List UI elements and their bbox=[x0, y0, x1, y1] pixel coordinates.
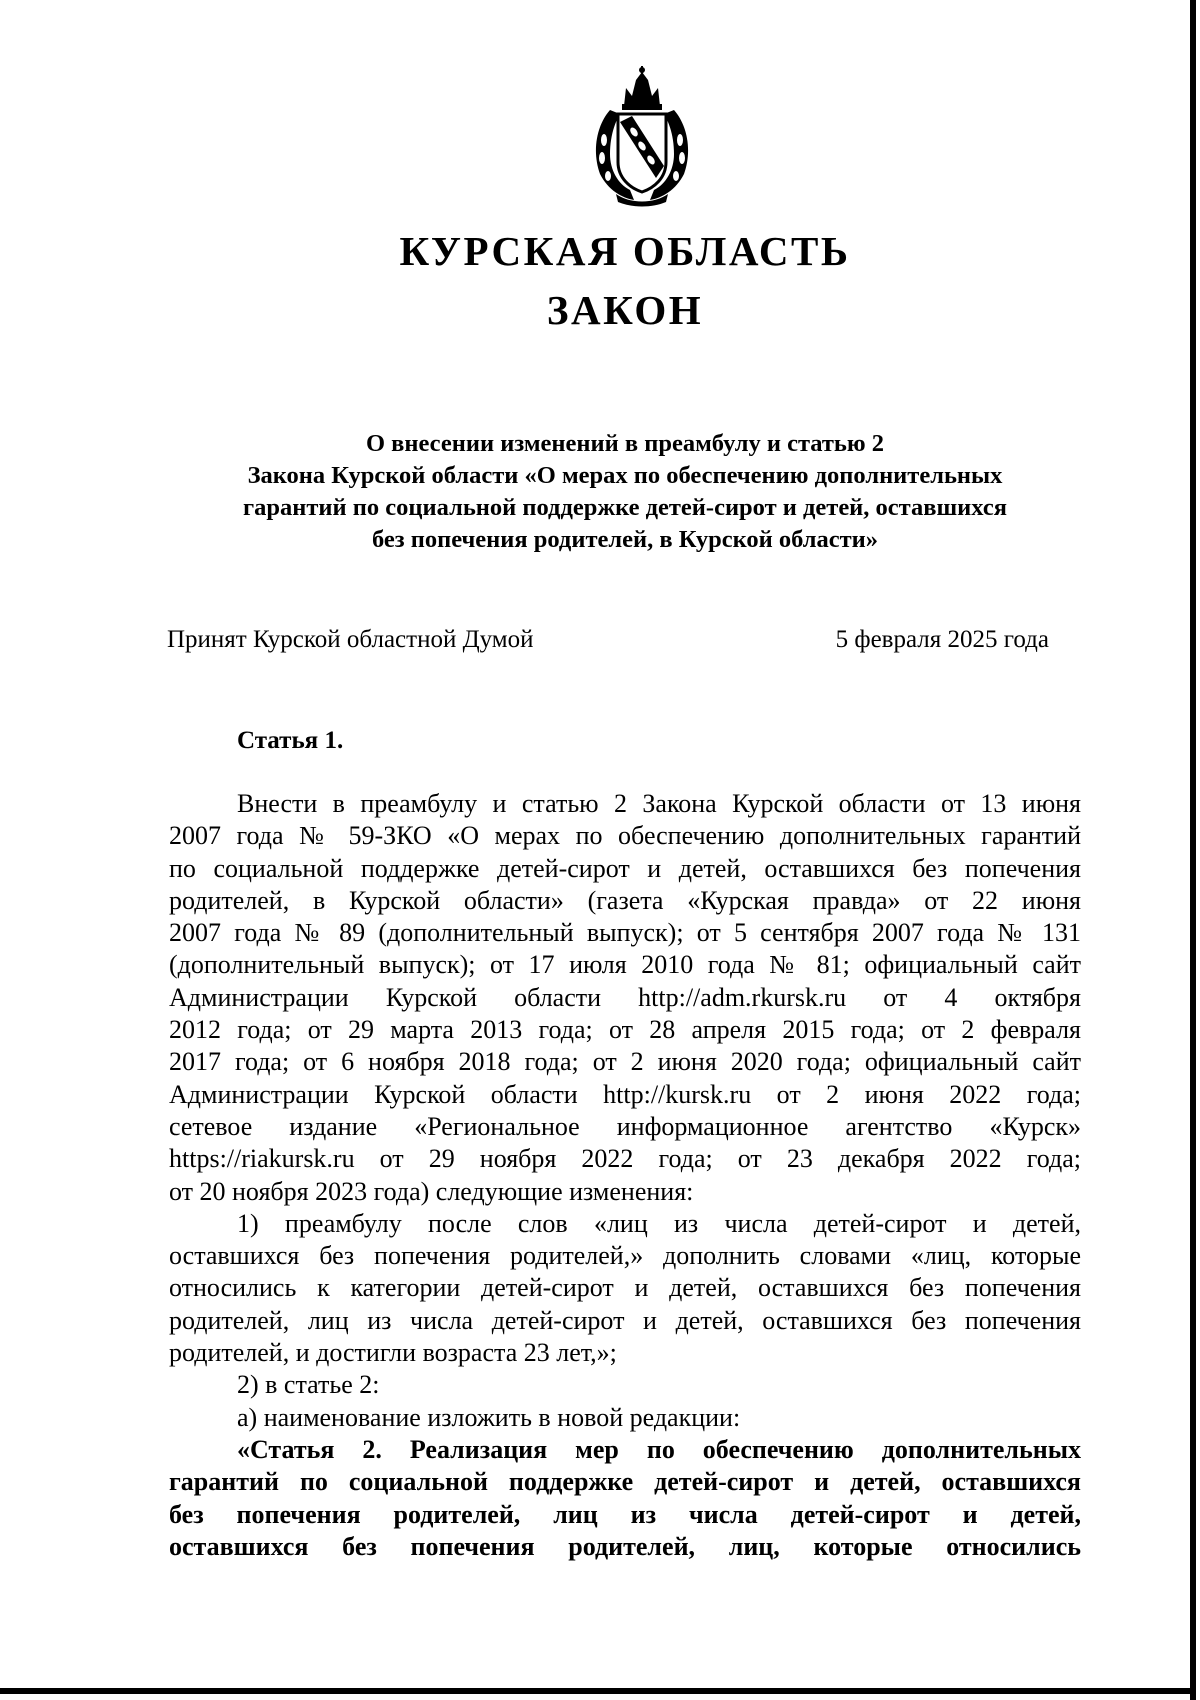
law-title-line: гарантий по социальной поддержке детей-сирот и детей, оставшихся bbox=[243, 494, 1007, 521]
body-line: 2007 года № 89 (дополнительный выпуск); от 5 сентября 2007 года № 131 bbox=[169, 918, 1081, 948]
adopted-by: Принят Курской областной Думой bbox=[167, 626, 534, 653]
adoption-date: 5 февраля 2025 года bbox=[835, 626, 1049, 653]
body-line: по социальной поддержке детей-сирот и детей, оставшихся без попечения bbox=[169, 853, 1081, 883]
law-title-line: О внесении изменений в преамбулу и статью 2 bbox=[365, 430, 884, 457]
law-title bbox=[150, 428, 1100, 556]
body-line: от 20 ноября 2023 года) следующие изменения: bbox=[169, 1176, 694, 1206]
article-body bbox=[169, 788, 1081, 1563]
body-line: 1) преамбулу после слов «лиц из числа детей-сирот и детей, bbox=[237, 1208, 1081, 1238]
body-line: родителей, лиц из числа детей-сирот и детей, оставшихся без попечения bbox=[169, 1305, 1081, 1335]
body-line: 2) в статье 2: bbox=[237, 1370, 380, 1400]
body-line: Администрации Курской области http://kursk.ru от 2 июня 2022 года; bbox=[169, 1079, 1081, 1109]
body-line: без попечения родителей, лиц из числа детей-сирот и детей, bbox=[169, 1499, 1081, 1529]
body-line: 2017 года; от 6 ноября 2018 года; от 2 июня 2020 года; официальный сайт bbox=[169, 1047, 1081, 1077]
body-line: оставшихся без попечения родителей, лиц, которые относились bbox=[169, 1531, 1081, 1561]
body-line: https://riakursk.ru от 29 ноября 2022 года; от 23 декабря 2022 года; bbox=[169, 1144, 1081, 1174]
body-line: а) наименование изложить в новой редакции: bbox=[237, 1402, 741, 1432]
body-line: относились к категории детей-сирот и детей, оставшихся без попечения bbox=[169, 1273, 1081, 1303]
body-line: 2012 года; от 29 марта 2013 года; от 28 апреля 2015 года; от 2 февраля bbox=[169, 1015, 1081, 1045]
region-title: КУРСКАЯ ОБЛАСТЬ bbox=[399, 228, 851, 274]
body-line: сетевое издание «Региональное информационное агентство «Курск» bbox=[169, 1111, 1081, 1141]
body-line: оставшихся без попечения родителей,» дополнить словами «лиц, которые bbox=[169, 1241, 1081, 1271]
body-line: родителей, в Курской области» (газета «Курская правда» от 22 июня bbox=[169, 885, 1081, 915]
law-title-line: без попечения родителей, в Курской области» bbox=[371, 526, 879, 553]
law-title-line: Закона Курской области «О мерах по обеспечению дополнительных bbox=[247, 462, 1003, 489]
page-edge-bottom bbox=[0, 1688, 1196, 1694]
kursk-coat-of-arms-icon bbox=[580, 66, 704, 208]
body-line: Администрации Курской области http://adm.rkursk.ru от 4 октября bbox=[169, 982, 1081, 1012]
body-line: гарантий по социальной поддержке детей-сирот и детей, оставшихся bbox=[169, 1467, 1081, 1497]
body-line: родителей, и достигли возраста 23 лет,»; bbox=[169, 1338, 617, 1368]
body-line: «Статья 2. Реализация мер по обеспечению дополнительных bbox=[237, 1434, 1081, 1464]
body-line: Внести в преамбулу и статью 2 Закона Курской области от 13 июня bbox=[237, 789, 1081, 818]
body-line: 2007 года № 59-ЗКО «О мерах по обеспечению дополнительных гарантий bbox=[169, 821, 1081, 851]
body-line: (дополнительный выпуск); от 17 июля 2010 года № 81; официальный сайт bbox=[169, 950, 1081, 980]
article-heading: Статья 1. bbox=[237, 727, 344, 754]
document-type: ЗАКОН bbox=[546, 287, 704, 333]
